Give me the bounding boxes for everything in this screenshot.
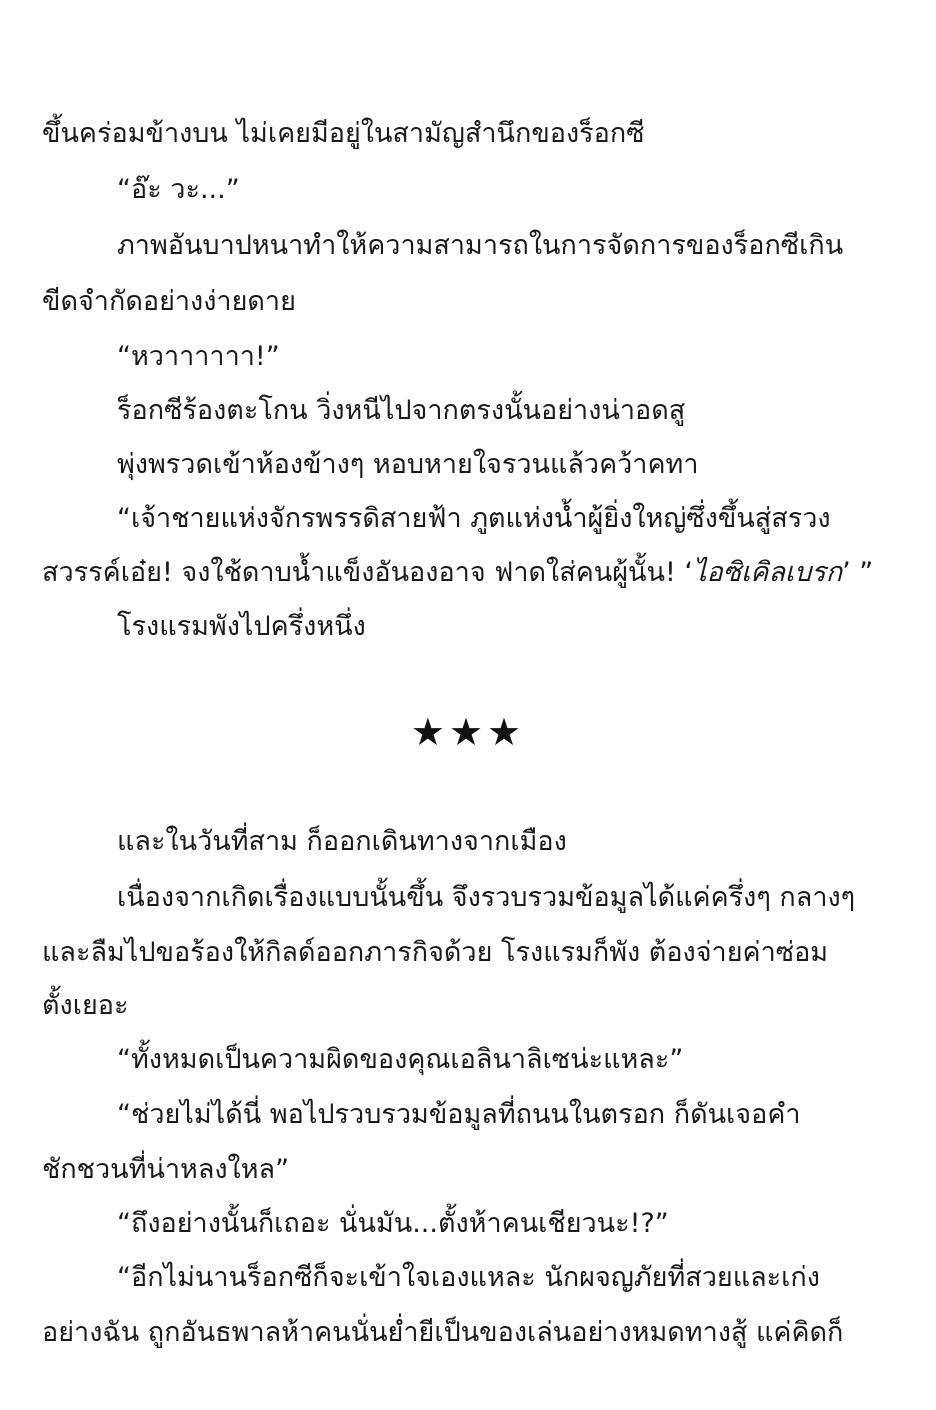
dialogue-text-end: ’ ” xyxy=(842,557,874,588)
text-line: เนื่องจากเกิดเรื่องแบบนั้นขึ้น จึงรวบรวมข้อมูลได้แค่ครึ่งๆ กลางๆ xyxy=(117,882,856,913)
text-line: ขึ้นคร่อมข้างบน ไม่เคยมีอยู่ในสามัญสำนึกของร็อกซี xyxy=(42,118,645,149)
dialogue-line: “อีกไม่นานร็อกซีก็จะเข้าใจเองแหละ นักผจญภัยที่สวยและเก่ง xyxy=(117,1262,820,1293)
dialogue-line: “หวาาาาาา!” xyxy=(117,341,280,372)
dialogue-line xyxy=(42,553,873,593)
text-line: ขีดจำกัดอย่างง่ายดาย xyxy=(42,286,296,317)
dialogue-line: “ช่วยไม่ได้นี่ พอไปรวบรวมข้อมูลที่ถนนในตรอก ก็ดันเจอคำ xyxy=(117,1099,801,1130)
scene-separator: ★★★ xyxy=(410,710,526,754)
dialogue-line: “อ๊ะ วะ...” xyxy=(117,174,240,205)
text-line: และลืมไปขอร้องให้กิลด์ออกภารกิจด้วย โรงแรมก็พัง ต้องจ่ายค่าซ่อม xyxy=(42,937,829,968)
dialogue-line: “ทั้งหมดเป็นความผิดของคุณเอลินาลิเซน่ะแหละ” xyxy=(117,1044,684,1075)
dialogue-line: อย่างฉัน ถูกอันธพาลห้าคนนั่นย่ำยีเป็นของเล่นอย่างหมดทางสู้ แค่คิดก็ xyxy=(42,1317,844,1348)
spell-name: ไอซิเคิลเบรก xyxy=(692,557,843,588)
text-line: พุ่งพรวดเข้าห้องข้างๆ หอบหายใจรวนแล้วคว้าคทา xyxy=(117,449,699,480)
dialogue-line: “เจ้าชายแห่งจักรพรรดิสายฟ้า ภูตแห่งน้ำผู้ยิ่งใหญ่ซึ่งขึ้นสู่สรวง xyxy=(117,503,831,534)
dialogue-text: สวรรค์เอ๋ย! จงใช้ดาบน้ำแข็งอันองอาจ ฟาดใส่คนผู้นั้น! ‘ xyxy=(42,557,693,588)
text-line: ภาพอันบาปหนาทำให้ความสามารถในการจัดการของร็อกซีเกิน xyxy=(117,230,844,261)
text-line: และในวันที่สาม ก็ออกเดินทางจากเมือง xyxy=(117,826,567,857)
dialogue-line: “ถึงอย่างนั้นก็เถอะ นั่นมัน...ตั้งห้าคนเชียวนะ!?” xyxy=(117,1208,669,1239)
text-line: โรงแรมพังไปครึ่งหนึ่ง xyxy=(117,611,366,642)
dialogue-line: ชักชวนที่น่าหลงใหล” xyxy=(42,1154,290,1185)
text-line: ตั้งเยอะ xyxy=(42,990,129,1021)
text-line: ร็อกซีร้องตะโกน วิ่งหนีไปจากตรงนั้นอย่างน่าอดสู xyxy=(117,395,686,426)
